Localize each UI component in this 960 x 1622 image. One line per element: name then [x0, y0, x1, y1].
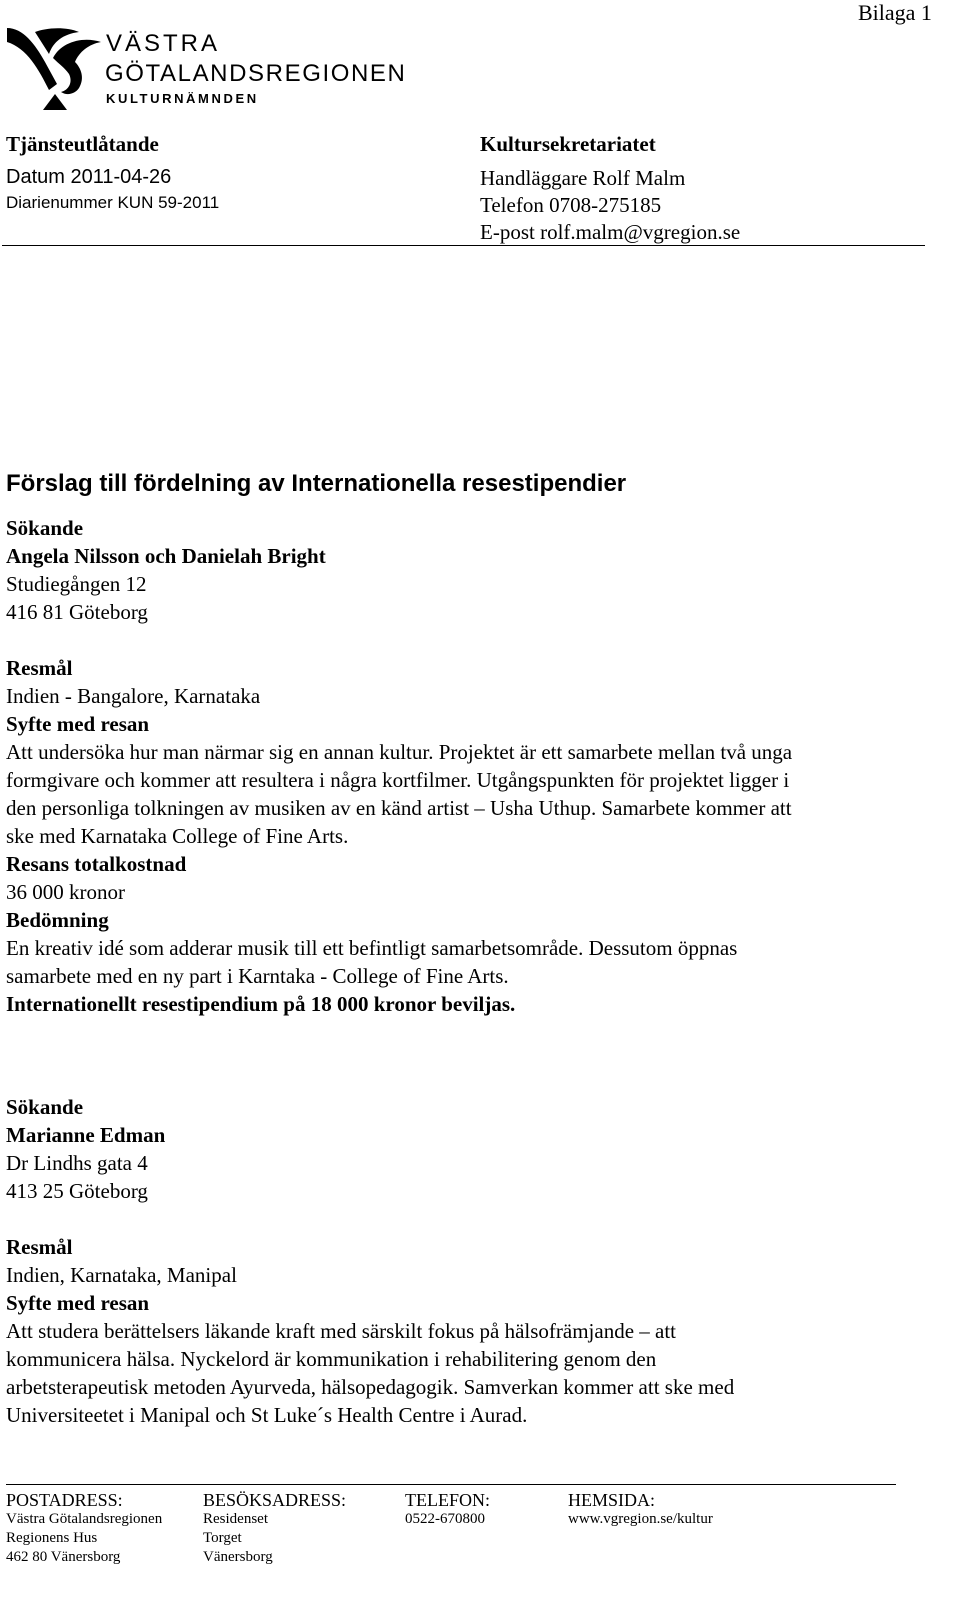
applicant-block-1: [6, 514, 816, 1018]
applicant-postal: 416 81 Göteborg: [6, 600, 148, 624]
footer-postadress-label: POSTADRESS:: [6, 1490, 123, 1510]
syfte-text: Att undersöka hur man närmar sig en annan kultur. Projektet är ett samarbete mellan två unga formgivare och kommer att resultera i några kortfilmer. Utgångspunkten för projektet ligger i den personliga tolkningen av musiken av en känd artist – Usha Uthup. Samarbete kommer att ske med Karnataka College of Fine Arts.: [6, 740, 793, 848]
footer-postadress-line: Västra Götalandsregionen: [6, 1511, 163, 1527]
footer-hemsida-label: HEMSIDA:: [568, 1490, 656, 1510]
sokande-label: Sökande: [6, 516, 84, 540]
syfte-text: Att studera berättelsers läkande kraft med särskilt fokus på hälsofrämjande – att kommunicera hälsa. Nyckelord är kommunikation i rehabilitering genom den arbetsterapeutisk metoden Ayurveda, hälsopedagogik. Samverkan kommer att ske med Universiteetet i Manipal och St Luke´s Health Centre i Aurad.: [6, 1319, 735, 1427]
vgr-logo-icon: [5, 22, 105, 110]
header-divider: [2, 245, 925, 246]
footer-besoksadress-label: BESÖKSADRESS:: [203, 1490, 347, 1510]
vgr-logo: [5, 22, 425, 110]
footer-besoksadress-line: Torget: [203, 1530, 242, 1546]
diarienummer: Diarienummer KUN 59-2011: [6, 193, 220, 212]
telefon: Telefon 0708-275185: [480, 193, 662, 217]
syfte-label: Syfte med resan: [6, 712, 150, 736]
footer-postadress-line: Regionens Hus: [6, 1530, 98, 1546]
bedomning-label: Bedömning: [6, 908, 109, 932]
resmal-value: Indien, Karnataka, Manipal: [6, 1263, 237, 1287]
decision: Internationellt resestipendium på 18 000 kronor beviljas.: [6, 992, 516, 1016]
footer-postadress-line: 462 80 Vänersborg: [6, 1549, 121, 1565]
date: Datum 2011-04-26: [6, 166, 172, 188]
applicant-postal: 413 25 Göteborg: [6, 1179, 148, 1203]
footer-telefon-label: TELEFON:: [405, 1490, 490, 1510]
footer-telefon-line: 0522-670800: [405, 1511, 485, 1527]
resmal-label: Resmål: [6, 1235, 73, 1259]
resmal-label: Resmål: [6, 656, 73, 680]
attachment-label: Bilaga 1: [858, 0, 932, 25]
applicant-name: Angela Nilsson och Danielah Bright: [6, 544, 326, 568]
footer-hemsida-link[interactable]: www.vgregion.se/kultur: [568, 1511, 713, 1527]
sokande-label: Sökande: [6, 1095, 84, 1119]
kostnad-value: 36 000 kronor: [6, 880, 125, 904]
logo-line-1: VÄSTRA: [106, 30, 221, 57]
document-title: Förslag till fördelning av Internationella resestipendier: [6, 470, 627, 497]
logo-line-2: GÖTALANDSREGIONEN: [105, 60, 407, 87]
handlaggare: Handläggare Rolf Malm: [480, 166, 686, 190]
bedomning-text: En kreativ idé som adderar musik till ett befintligt samarbetsområde. Dessutom öppnas samarbete med en ny part i Karntaka - College of Fine Arts.: [6, 936, 738, 988]
applicant-name: Marianne Edman: [6, 1123, 166, 1147]
logo-line-3: KULTURNÄMNDEN: [106, 91, 259, 106]
applicant-block-2: [6, 1093, 816, 1429]
footer-besoksadress-line: Vänersborg: [203, 1549, 273, 1565]
syfte-label: Syfte med resan: [6, 1291, 150, 1315]
kostnad-label: Resans totalkostnad: [6, 852, 187, 876]
resmal-value: Indien - Bangalore, Karnataka: [6, 684, 261, 708]
footer-divider: [6, 1484, 896, 1485]
doc-type: Tjänsteutlåtande: [6, 132, 159, 156]
footer-besoksadress-line: Residenset: [203, 1511, 268, 1527]
epost: E-post rolf.malm@vgregion.se: [480, 220, 741, 244]
applicant-street: Dr Lindhs gata 4: [6, 1151, 148, 1175]
applicant-street: Studiegången 12: [6, 572, 147, 596]
department: Kultursekretariatet: [480, 132, 656, 156]
